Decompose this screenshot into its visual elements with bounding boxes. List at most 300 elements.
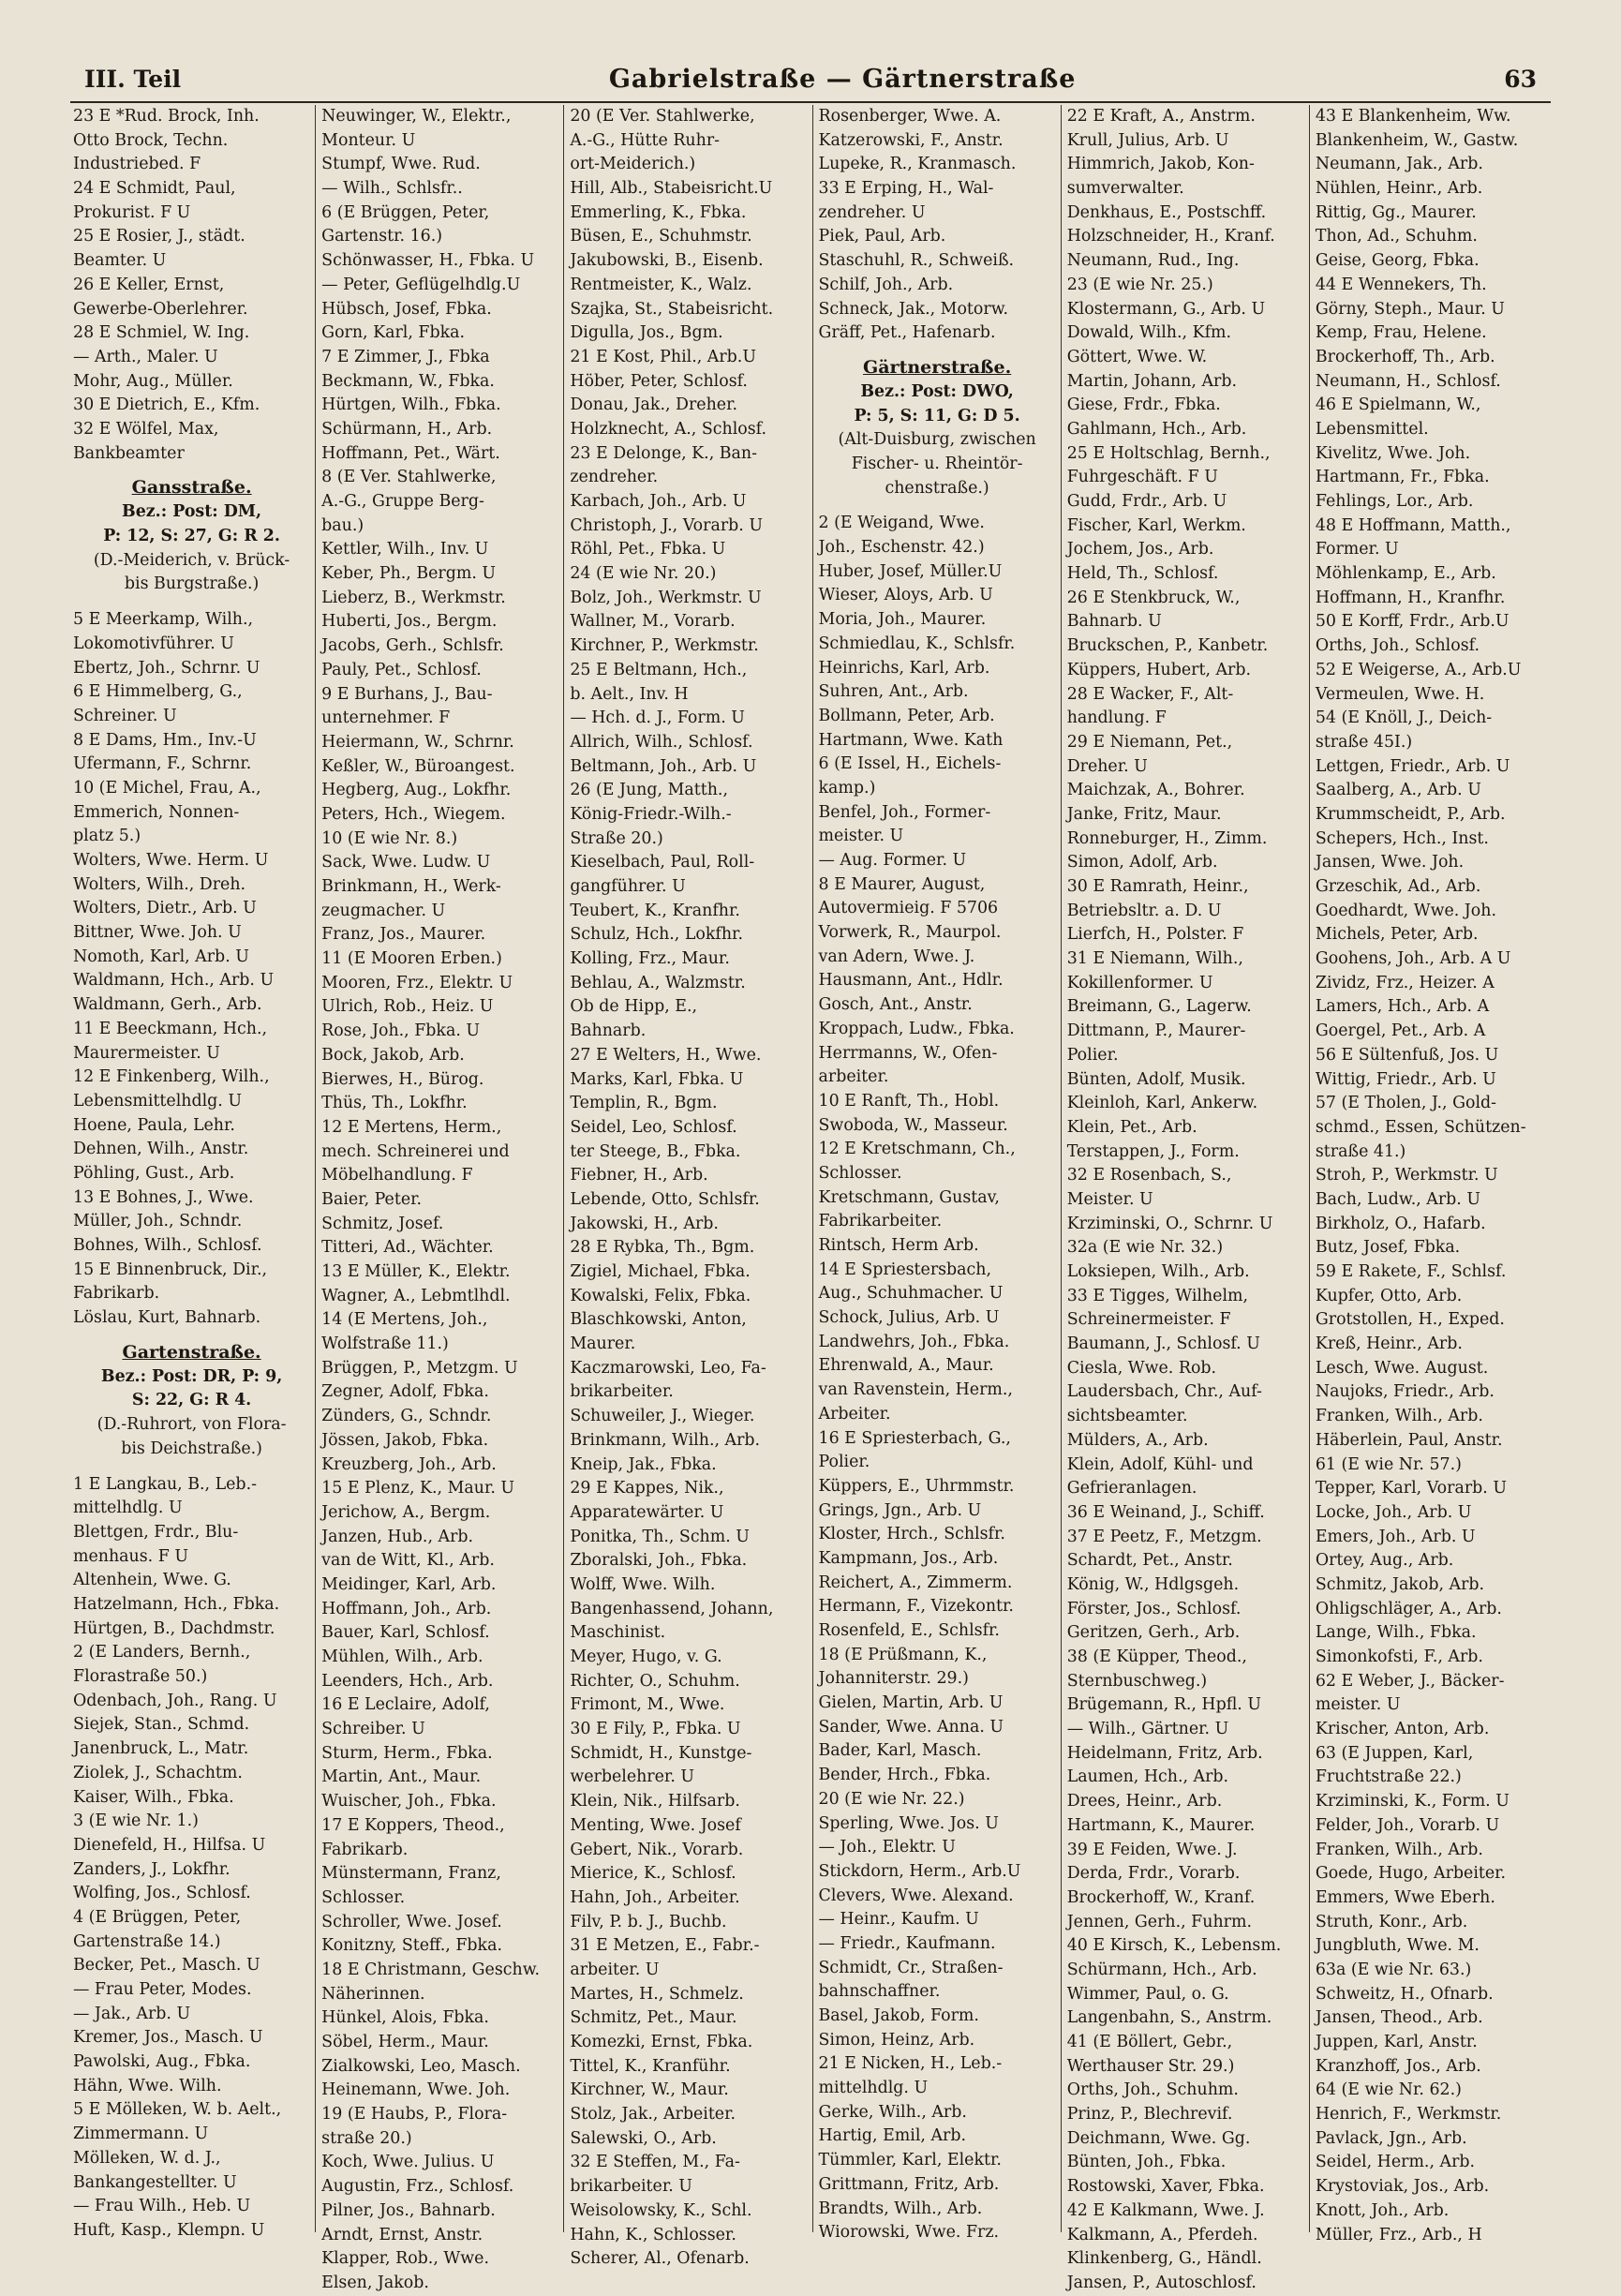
directory-entry-line: Henrich, F., Werkmstr. xyxy=(1315,2105,1502,2125)
street-section-info: Bez.: Post: DM, xyxy=(122,502,262,522)
directory-entry-line: 20 (E wie Nr. 22.) xyxy=(818,1789,965,1809)
directory-entry-line: Blaschkowski, Anton, xyxy=(570,1310,747,1330)
directory-entry-line: Allrich, Wilh., Schlosf. xyxy=(570,732,753,752)
section-spacer xyxy=(819,500,1056,512)
directory-entry-line: 5 E Mölleken, W. b. Aelt., xyxy=(73,2100,282,2120)
directory-entry-line: Gosch, Ant., Anstr. xyxy=(818,995,973,1015)
directory-entry-line: 12 E Finkenberg, Wilh., xyxy=(73,1067,270,1087)
directory-entry-line: Struth, Konr., Arb. xyxy=(1315,1912,1468,1931)
directory-entry-line: Pilner, Jos., Bahnarb. xyxy=(321,2200,496,2220)
street-section-title: Gärtnerstraße. xyxy=(863,356,1012,378)
directory-entry-line: Jakowski, H., Arb. xyxy=(570,1214,719,1233)
directory-entry-line: arbeiter. xyxy=(818,1067,889,1087)
street-section-info: Bez.: Post: DWO, xyxy=(860,381,1014,401)
directory-entry-line: Kettler, Wilh., Inv. U xyxy=(321,540,489,559)
directory-entry-line: menhaus. F U xyxy=(73,1546,188,1566)
directory-entry-line: Seidel, Leo, Schlosf. xyxy=(570,1117,737,1137)
street-section-info: bis Burgstraße.) xyxy=(124,574,260,594)
directory-entry-line: Martin, Johann, Arb. xyxy=(1066,371,1237,391)
directory-entry-line: Münstermann, Franz, xyxy=(321,1864,501,1884)
directory-entry-line: Neuwinger, W., Elektr., xyxy=(321,107,512,126)
directory-column xyxy=(564,105,812,2269)
directory-entry-line: 31 E Niemann, Wilh., xyxy=(1066,949,1243,969)
directory-entry-line: Holzknecht, A., Schlosf. xyxy=(570,419,767,439)
street-section-info: Fischer- u. Rheintör- xyxy=(851,454,1023,473)
header-rule xyxy=(70,101,1551,103)
directory-entry-line: Janke, Fritz, Maur. xyxy=(1066,804,1222,824)
directory-entry-line: meister. U xyxy=(1315,1695,1401,1715)
directory-entry-line: Jössen, Jakob, Fbka. xyxy=(321,1430,489,1450)
directory-entry-line: Geritzen, Gerh., Arb. xyxy=(1066,1623,1241,1643)
directory-entry-line: Görny, Steph., Maur. U xyxy=(1315,299,1505,319)
directory-entry-line: Maichzak, A., Bohrer. xyxy=(1066,781,1245,800)
directory-entry-line: Gartenstr. 16.) xyxy=(321,227,443,246)
directory-entry-line: Hahn, Joh., Arbeiter. xyxy=(570,1887,740,1907)
directory-entry-line: Filv, P. b. J., Buchb. xyxy=(570,1912,727,1931)
directory-entry-line: 6 (E Issel, H., Eichels- xyxy=(818,754,1002,774)
directory-entry-line: Swoboda, W., Masseur. xyxy=(818,1115,1008,1135)
directory-entry-line: Jakubowski, B., Eisenb. xyxy=(570,251,764,271)
directory-entry-line: Jennen, Gerh., Fuhrm. xyxy=(1066,1912,1252,1931)
directory-entry-line: Hoffmann, Pet., Wärt. xyxy=(321,443,500,463)
directory-column xyxy=(67,105,316,2240)
directory-entry-line: Grittmann, Fritz, Arb. xyxy=(818,2174,1000,2194)
directory-entry-line: schmd., Essen, Schützen- xyxy=(1315,1117,1526,1137)
street-section-title: Gansstraße. xyxy=(131,477,252,499)
directory-entry-line: Wolters, Wwe. Herm. U xyxy=(73,851,269,870)
directory-entry-line: 23 (E wie Nr. 25.) xyxy=(1066,275,1213,294)
directory-entry-line: 17 E Koppers, Theod., xyxy=(321,1815,505,1835)
directory-entry-line: Hähn, Wwe. Wilh. xyxy=(73,2076,222,2095)
directory-entry-line: Gewerbe-Oberlehrer. xyxy=(73,299,248,319)
directory-entry-line: Gerke, Wilh., Arb. xyxy=(818,2102,967,2122)
directory-entry-line: Schmitz, Pet., Maur. xyxy=(570,2008,737,2028)
directory-entry-line: Wieser, Aloys, Arb. U xyxy=(818,586,993,605)
directory-entry-line: Fruchtstraße 22.) xyxy=(1315,1767,1462,1787)
directory-entry-line: Zboralski, Joh., Fbka. xyxy=(570,1551,748,1571)
directory-entry-line: Hürtgen, Wilh., Fbka. xyxy=(321,395,501,415)
directory-entry-line: mittelhdlg. U xyxy=(73,1498,183,1518)
directory-entry-line: 32 E Rosenbach, S., xyxy=(1066,1166,1232,1185)
directory-entry-line: Lebensmittelhdlg. U xyxy=(73,1091,243,1111)
directory-entry-line: Kampmann, Jos., Arb. xyxy=(818,1548,999,1568)
directory-entry-line: Schock, Julius, Arb. U xyxy=(818,1308,1000,1328)
directory-entry-line: Loksiepen, Wilh., Arb. xyxy=(1066,1262,1250,1281)
directory-entry-line: Lange, Wilh., Fbka. xyxy=(1315,1623,1477,1643)
directory-entry-line: Ohligschläger, A., Arb. xyxy=(1315,1599,1502,1618)
directory-entry-line: brikarbeiter. U xyxy=(570,2177,692,2197)
directory-entry-line: Franz, Jos., Maurer. xyxy=(321,925,486,945)
directory-entry-line: Nomoth, Karl, Arb. U xyxy=(73,947,249,966)
directory-entry-line: Lebende, Otto, Schlsfr. xyxy=(570,1189,760,1209)
directory-entry-line: Drees, Heinr., Arb. xyxy=(1066,1792,1223,1811)
directory-entry-line: 30 E Fily, P., Fbka. U xyxy=(570,1720,741,1739)
directory-entry-line: Bittner, Wwe. Joh. U xyxy=(73,923,242,943)
directory-entry-line: Klein, Adolf, Kühl- und xyxy=(1066,1454,1254,1474)
directory-entry-line: Kroppach, Ludw., Fbka. xyxy=(818,1019,1015,1038)
directory-entry-line: Rostowski, Xaver, Fbka. xyxy=(1066,2177,1265,2197)
directory-entry-line: Dehnen, Wilh., Anstr. xyxy=(73,1140,249,1159)
directory-entry-line: Huber, Josef, Müller.U xyxy=(818,561,1003,581)
directory-entry-line: 40 E Kirsch, K., Lebensm. xyxy=(1066,1936,1282,1956)
directory-entry-line: Müller, Frz., Arb., H xyxy=(1315,2225,1482,2244)
directory-entry-line: unternehmer. F xyxy=(321,708,451,728)
directory-entry-line: Bauer, Karl, Schlosf. xyxy=(321,1623,490,1643)
directory-entry-line: Neumann, Jak., Arb. xyxy=(1315,155,1483,174)
directory-entry-line: Mölleken, W. d. J., xyxy=(73,2148,221,2168)
directory-entry-line: Industriebed. F xyxy=(73,155,201,174)
directory-entry-line: Schürmann, H., Arb. xyxy=(321,419,493,439)
directory-entry-line: Titteri, Ad., Wächter. xyxy=(321,1238,494,1258)
directory-entry-line: Waldmann, Gerh., Arb. xyxy=(73,995,262,1015)
directory-entry-line: — Peter, Geflügelhdlg.U xyxy=(321,275,521,294)
directory-entry-line: Stumpf, Wwe. Rud. xyxy=(321,155,481,174)
directory-entry-line: Langenbahn, S., Anstrm. xyxy=(1066,2008,1272,2028)
directory-entry-line: Geise, Georg, Fbka. xyxy=(1315,251,1480,271)
directory-entry-line: Fehlings, Lor., Arb. xyxy=(1315,492,1474,511)
directory-entry-line: Klapper, Rob., Wwe. xyxy=(321,2249,489,2269)
directory-entry-line: Ulrich, Rob., Heiz. U xyxy=(321,997,494,1017)
directory-entry-line: Schulz, Hch., Lokfhr. xyxy=(570,925,743,945)
directory-entry-line: Hill, Alb., Stabeisricht.U xyxy=(570,179,773,199)
directory-entry-line: Goede, Hugo, Arbeiter. xyxy=(1315,1864,1507,1884)
directory-entry-line: Templin, R., Bgm. xyxy=(570,1094,718,1113)
directory-entry-line: Schreiner. U xyxy=(73,706,177,725)
directory-entry-line: Brügemann, R., Hpfl. U xyxy=(1066,1695,1262,1715)
directory-entry-line: 63a (E wie Nr. 63.) xyxy=(1315,1960,1472,1979)
directory-entry-line: Prokurist. F U xyxy=(73,202,191,222)
directory-entry-line: Naujoks, Friedr., Arb. xyxy=(1315,1382,1495,1402)
directory-entry-line: Möhlenkamp, E., Arb. xyxy=(1315,564,1496,584)
directory-entry-line: Kivelitz, Wwe. Joh. xyxy=(1315,443,1471,463)
directory-entry-line: Betriebsltr. a. D. U xyxy=(1066,901,1222,920)
directory-entry-line: Christoph, J., Vorarb. U xyxy=(570,515,763,535)
directory-entry-line: Wagner, A., Lebmtlhdl. xyxy=(321,1286,511,1305)
street-section-info: Bez.: Post: DR, P: 9, xyxy=(100,1366,283,1386)
directory-entry-line: zendreher. xyxy=(570,468,659,487)
directory-entry-line: Wolfstraße 11.) xyxy=(321,1334,449,1354)
directory-entry-line: — Wilh., Schlsfr.. xyxy=(321,179,463,199)
directory-entry-line: Martin, Ant., Maur. xyxy=(321,1767,482,1787)
directory-entry-line: Hatzelmann, Hch., Fbka. xyxy=(73,1595,280,1614)
directory-entry-line: 18 (E Prüßmann, K., xyxy=(818,1645,988,1664)
directory-entry-line: Schneck, Jak., Motorw. xyxy=(818,299,1009,319)
directory-entry-line: Bender, Hrch., Fbka. xyxy=(818,1766,991,1785)
directory-entry-line: 21 E Nicken, H., Leb.- xyxy=(818,2054,1003,2074)
directory-entry-line: Breimann, G., Lagerw. xyxy=(1066,997,1252,1017)
page-number: 63 xyxy=(1504,65,1537,93)
directory-entry-line: 48 E Hoffmann, Matth., xyxy=(1315,515,1511,535)
directory-entry-line: van Adern, Wwe. J. xyxy=(818,947,975,966)
directory-entry-line: Kemp, Frau, Helene. xyxy=(1315,323,1487,343)
directory-entry-line: Szajka, St., Stabeisricht. xyxy=(570,299,774,319)
directory-entry-line: Lesch, Wwe. August. xyxy=(1315,1358,1489,1378)
directory-entry-line: Sternbuschweg.) xyxy=(1066,1671,1208,1691)
directory-entry-line: Bünten, Adolf, Musik. xyxy=(1066,1069,1246,1089)
directory-entry-line: 11 E Beeckmann, Hch., xyxy=(73,1019,267,1038)
directory-entry-line: Bierwes, H., Bürog. xyxy=(321,1069,484,1089)
part-label: III. Teil xyxy=(84,65,182,93)
directory-entry-line: Wolfing, Jos., Schlosf. xyxy=(73,1884,251,1903)
directory-entry-line: Kranzhoff, Jos., Arb. xyxy=(1315,2056,1481,2076)
directory-entry-line: Koch, Wwe. Julius. U xyxy=(321,2153,495,2172)
directory-entry-line: Held, Th., Schlosf. xyxy=(1066,564,1219,584)
directory-entry-line: Keßler, W., Büroangest. xyxy=(321,756,515,776)
directory-entry-line: Söbel, Herm., Maur. xyxy=(321,2033,489,2051)
directory-entry-line: Schreinermeister. F xyxy=(1066,1310,1231,1330)
directory-column xyxy=(316,105,564,2292)
directory-entry-line: Bruckschen, P., Kanbetr. xyxy=(1066,636,1269,656)
directory-entry-line: Brinkmann, Wilh., Arb. xyxy=(570,1430,761,1450)
directory-entry-line: Bankangestellter. U xyxy=(73,2172,237,2192)
directory-entry-line: 24 (E wie Nr. 20.) xyxy=(570,564,717,584)
directory-entry-line: 52 E Weigerse, A., Arb.U xyxy=(1315,660,1522,679)
directory-entry-line: Schepers, Hch., Inst. xyxy=(1315,828,1489,848)
directory-entry-line: Dienefeld, H., Hilfsa. U xyxy=(73,1835,266,1855)
directory-entry-line: Rintsch, Herm Arb. xyxy=(818,1236,979,1256)
directory-entry-line: Schroller, Wwe. Josef. xyxy=(321,1912,502,1931)
directory-entry-line: Elsen, Jakob. xyxy=(321,2273,429,2292)
directory-entry-line: 64 (E wie Nr. 62.) xyxy=(1315,2080,1462,2100)
directory-entry-line: Bahnarb. U xyxy=(1066,612,1162,632)
directory-entry-line: Florastraße 50.) xyxy=(73,1667,208,1687)
directory-entry-line: Katzerowski, F., Anstr. xyxy=(818,130,1004,150)
directory-entry-line: Straße 20.) xyxy=(570,828,663,848)
directory-entry-line: Krziminski, O., Schrnr. U xyxy=(1066,1214,1273,1233)
directory-entry-line: Rittig, Gg., Maurer. xyxy=(1315,202,1477,222)
directory-entry-line: Klinkenberg, G., Händl. xyxy=(1066,2249,1262,2269)
directory-entry-line: Gahlmann, Hch., Arb. xyxy=(1066,419,1247,439)
directory-entry-line: Augustin, Frz., Schlosf. xyxy=(321,2177,514,2197)
directory-entry-line: Bader, Karl, Masch. xyxy=(818,1741,982,1761)
directory-entry-line: 26 E Stenkbruck, W., xyxy=(1066,588,1241,607)
directory-entry-line: Kolling, Frz., Maur. xyxy=(570,949,730,969)
directory-entry-line: Ronneburger, H., Zimm. xyxy=(1066,828,1268,848)
directory-entry-line: 9 E Burhans, J., Bau- xyxy=(321,684,493,704)
directory-entry-line: Kloster, Hrch., Schlsfr. xyxy=(818,1525,1005,1544)
directory-entry-line: Sturm, Herm., Fbka. xyxy=(321,1743,493,1763)
directory-entry-line: ort-Meiderich.) xyxy=(570,155,696,174)
directory-entry-line: Johanniterstr. 29.) xyxy=(818,1669,969,1689)
directory-entry-line: Dreher. U xyxy=(1066,756,1148,776)
directory-entry-line: Odenbach, Joh., Rang. U xyxy=(73,1691,277,1710)
directory-entry-line: Piek, Paul, Arb. xyxy=(818,227,946,246)
directory-entry-line: Fiebner, H., Arb. xyxy=(570,1166,708,1185)
directory-entry-line: Schweitz, H., Ofnarb. xyxy=(1315,1984,1494,2004)
directory-entry-line: Zigiel, Michael, Fbka. xyxy=(570,1262,751,1281)
street-section-info: S: 22, G: R 4. xyxy=(131,1391,252,1410)
directory-entry-line: Lamers, Hch., Arb. A xyxy=(1315,997,1490,1017)
directory-entry-line: Dowald, Wilh., Kfm. xyxy=(1066,323,1232,343)
directory-entry-line: — Arth., Maler. U xyxy=(73,347,218,366)
directory-entry-line: 12 E Kretschmann, Ch., xyxy=(818,1140,1016,1159)
directory-entry-line: Dittmann, P., Maurer- xyxy=(1066,1021,1246,1041)
directory-entry-line: Ortey, Aug., Arb. xyxy=(1315,1551,1454,1571)
directory-entry-line: 29 E Niemann, Pet., xyxy=(1066,732,1233,752)
directory-entry-line: Blettgen, Frdr., Blu- xyxy=(73,1522,239,1542)
directory-entry-line: 30 E Dietrich, E., Kfm. xyxy=(73,395,260,415)
directory-entry-line: Pawolski, Aug., Fbka. xyxy=(73,2052,251,2072)
directory-entry-line: 23 E *Rud. Brock, Inh. xyxy=(73,107,260,126)
directory-entry-line: Meidinger, Karl, Arb. xyxy=(321,1574,497,1594)
directory-entry-line: Tittel, K., Kranführ. xyxy=(570,2056,731,2076)
section-spacer xyxy=(73,1462,310,1473)
directory-entry-line: Thüs, Th., Lokfhr. xyxy=(321,1094,468,1113)
directory-entry-line: Schreiber. U xyxy=(321,1720,425,1739)
directory-entry-line: Schlosser. xyxy=(321,1887,406,1907)
directory-entry-line: mech. Schreinerei und xyxy=(321,1141,510,1161)
directory-entry-line: 21 E Kost, Phil., Arb.U xyxy=(570,347,756,366)
street-range-title: Gabrielstraße — Gärtnerstraße xyxy=(608,64,1077,94)
directory-entry-line: Huberti, Jos., Bergm. xyxy=(321,612,498,632)
directory-entry-line: Bolz, Joh., Werkmstr. U xyxy=(570,588,762,607)
directory-entry-line: Werthauser Str. 29.) xyxy=(1066,2056,1235,2076)
directory-entry-line: 32a (E wie Nr. 32.) xyxy=(1066,1238,1224,1258)
directory-entry-line: Weisolowsky, K., Schl. xyxy=(570,2200,752,2220)
directory-entry-line: Rentmeister, K., Walz. xyxy=(570,275,752,294)
directory-entry-line: Kokillenformer. U xyxy=(1066,973,1213,992)
directory-entry-line: 14 E Spriestersbach, xyxy=(818,1260,992,1279)
directory-entry-line: Hoffmann, Joh., Arb. xyxy=(321,1599,492,1618)
directory-entry-line: 10 E Ranft, Th., Hobl. xyxy=(818,1091,1000,1111)
directory-entry-line: Grzeschik, Ad., Arb. xyxy=(1315,877,1481,896)
directory-entry-line: Fabrikarbeiter. xyxy=(818,1212,943,1231)
directory-entry-line: 23 E Delonge, K., Ban- xyxy=(570,443,757,463)
directory-entry-line: Zimmermann. U xyxy=(73,2125,209,2144)
street-section-info: P: 12, S: 27, G: R 2. xyxy=(103,527,280,546)
directory-entry-line: Jerichow, A., Bergm. xyxy=(321,1502,491,1522)
directory-entry-line: Otto Brock, Techn. xyxy=(73,130,229,150)
directory-entry-line: meister. U xyxy=(818,827,904,846)
directory-entry-line: 38 (E Küpper, Theod., xyxy=(1066,1647,1247,1666)
directory-entry-line: 4 (E Brüggen, Peter, xyxy=(73,1907,242,1927)
directory-entry-line: Franken, Wilh., Arb. xyxy=(1315,1407,1483,1426)
directory-entry-line: Kowalski, Felix, Fbka. xyxy=(570,1286,751,1305)
directory-entry-line: Neumann, H., Schlosf. xyxy=(1315,371,1501,391)
directory-entry-line: 25 E Rosier, J., städt. xyxy=(73,227,245,246)
directory-entry-line: Schilf, Joh., Arb. xyxy=(818,275,954,294)
directory-entry-line: Jochem, Jos., Arb. xyxy=(1066,540,1214,559)
directory-entry-line: Brüggen, P., Metzgm. U xyxy=(321,1358,518,1378)
directory-entry-line: Lokomotivführer. U xyxy=(73,634,234,653)
directory-entry-line: Goohens, Joh., Arb. A U xyxy=(1315,949,1511,969)
directory-entry-line: arbeiter. U xyxy=(570,1960,660,1979)
directory-entry-line: Küppers, Hubert, Arb. xyxy=(1066,660,1252,679)
directory-entry-line: Stolz, Jak., Arbeiter. xyxy=(570,2105,736,2125)
directory-entry-line: Polier. xyxy=(1066,1045,1119,1065)
directory-entry-line: brikarbeiter. xyxy=(570,1382,674,1402)
directory-entry-line: Knott, Joh., Arb. xyxy=(1315,2200,1450,2220)
directory-entry-line: Terstappen, J., Form. xyxy=(1066,1141,1240,1161)
directory-entry-line: — Frau Wilh., Heb. U xyxy=(73,2197,251,2216)
directory-entry-line: Salewski, O., Arb. xyxy=(570,2128,717,2148)
directory-entry-line: Wittig, Friedr., Arb. U xyxy=(1315,1069,1496,1089)
directory-entry-line: Beltmann, Joh., Arb. U xyxy=(570,756,757,776)
directory-entry-line: Saalberg, A., Arb. U xyxy=(1315,781,1481,800)
directory-entry-line: Prinz, P., Blechrevif. xyxy=(1066,2105,1233,2125)
directory-entry-line: Heinrichs, Karl, Arb. xyxy=(818,658,990,678)
directory-entry-line: Klostermann, G., Arb. U xyxy=(1066,299,1266,319)
directory-entry-line: 10 (E wie Nr. 8.) xyxy=(321,828,458,848)
directory-entry-line: 15 E Plenz, K., Maur. U xyxy=(321,1479,515,1498)
directory-entry-line: Tümmler, Karl, Elektr. xyxy=(818,2151,1002,2170)
directory-entry-line: Emmers, Wwe Eberh. xyxy=(1315,1887,1495,1907)
directory-entry-line: van de Witt, Kl., Arb. xyxy=(321,1551,495,1571)
directory-entry-line: Digulla, Jos., Bgm. xyxy=(570,323,723,343)
directory-entry-line: Moria, Joh., Maurer. xyxy=(818,610,987,630)
directory-entry-line: Goedhardt, Wwe. Joh. xyxy=(1315,901,1496,920)
directory-entry-line: Simon, Heinz, Arb. xyxy=(818,2030,975,2050)
directory-entry-line: Gielen, Martin, Arb. U xyxy=(818,1693,1004,1713)
directory-entry-line: Mohr, Aug., Müller. xyxy=(73,371,233,391)
directory-entry-line: Zanders, J., Lokfhr. xyxy=(73,1859,231,1879)
directory-entry-line: 15 E Binnenbruck, Dir., xyxy=(73,1260,268,1279)
directory-entry-line: Baumann, J., Schlosf. U xyxy=(1066,1334,1260,1354)
directory-entry-line: — Friedr., Kaufmann. xyxy=(818,1933,996,1953)
directory-entry-line: 56 E Sültenfuß, Jos. U xyxy=(1315,1045,1499,1065)
directory-entry-line: Former. U xyxy=(1315,540,1399,559)
directory-entry-line: Heinemann, Wwe. Joh. xyxy=(321,2080,511,2100)
directory-entry-line: Peters, Hch., Wiegem. xyxy=(321,804,506,824)
directory-entry-line: 16 E Spriesterbach, G., xyxy=(818,1428,1011,1448)
directory-entry-line: Simon, Adolf, Arb. xyxy=(1066,853,1218,872)
directory-entry-line: 26 (E Jung, Matth., xyxy=(570,781,728,800)
directory-entry-line: Wimmer, Paul, o. G. xyxy=(1066,1984,1229,2004)
directory-entry-line: Derda, Frdr., Vorarb. xyxy=(1066,1864,1241,1884)
directory-entry-line: Ufermann, F., Schrnr. xyxy=(73,754,252,774)
directory-entry-line: 28 E Wacker, F., Alt- xyxy=(1066,684,1234,704)
directory-entry-line: 42 E Kalkmann, Wwe. J. xyxy=(1066,2200,1265,2220)
directory-entry-line: 41 (E Böllert, Gebr., xyxy=(1066,2033,1233,2051)
directory-entry-line: Goergel, Pet., Arb. A xyxy=(1315,1021,1486,1041)
directory-entry-line: Hoene, Paula, Lehr. xyxy=(73,1115,235,1135)
directory-entry-line: Maurermeister. U xyxy=(73,1043,220,1063)
directory-entry-line: Mierice, K., Schlosf. xyxy=(570,1864,736,1884)
directory-entry-line: König-Friedr.-Wilh.- xyxy=(570,804,732,824)
directory-entry-line: Aug., Schuhmacher. U xyxy=(818,1284,1004,1304)
directory-entry-line: Lierfch, H., Polster. F xyxy=(1066,925,1244,945)
directory-entry-line: Möbelhandlung. F xyxy=(321,1166,473,1185)
directory-entry-line: Altenhein, Wwe. G. xyxy=(73,1571,231,1590)
directory-entry-line: Bankbeamter xyxy=(73,443,185,463)
directory-entry-line: 6 (E Brüggen, Peter, xyxy=(321,202,490,222)
directory-entry-line: Thon, Ad., Schuhm. xyxy=(1315,227,1478,246)
directory-entry-line: Arbeiter. xyxy=(818,1404,891,1424)
directory-entry-line: Behlau, A., Walzmstr. xyxy=(570,973,746,992)
directory-entry-line: Landwehrs, Joh., Fbka. xyxy=(818,1332,1010,1351)
directory-entry-line: Zünders, G., Schndr. xyxy=(321,1407,492,1426)
directory-entry-line: Kieselbach, Paul, Roll- xyxy=(570,853,755,872)
directory-entry-line: Beamter. U xyxy=(73,251,167,271)
directory-entry-line: Marks, Karl, Fbka. U xyxy=(570,1069,744,1089)
directory-entry-line: Brockerhoff, W., Kranf. xyxy=(1066,1887,1256,1907)
directory-entry-line: Teubert, K., Kranfhr. xyxy=(570,901,740,920)
directory-entry-line: Joh., Eschenstr. 42.) xyxy=(818,538,985,558)
directory-entry-line: handlung. F xyxy=(1066,708,1167,728)
directory-entry-line: Stroh, P., Werkmstr. U xyxy=(1315,1166,1498,1185)
directory-entry-line: Löslau, Kurt, Bahnarb. xyxy=(73,1308,261,1328)
directory-entry-line: Rose, Joh., Fbka. U xyxy=(321,1021,481,1041)
directory-entry-line: — Wilh., Gärtner. U xyxy=(1066,1720,1229,1739)
directory-entry-line: Küppers, E., Uhrmmstr. xyxy=(818,1476,1015,1496)
directory-entry-line: Apparatewärter. U xyxy=(570,1502,724,1522)
directory-entry-line: platz 5.) xyxy=(73,827,141,846)
directory-entry-line: — Jak., Arb. U xyxy=(73,2004,191,2023)
directory-entry-line: Siejek, Stan., Schmd. xyxy=(73,1715,250,1735)
directory-entry-line: Beckmann, W., Fbka. xyxy=(321,371,495,391)
directory-entry-line: 22 E Kraft, A., Anstrm. xyxy=(1066,107,1256,126)
directory-entry-line: Gudd, Frdr., Arb. U xyxy=(1066,492,1227,511)
